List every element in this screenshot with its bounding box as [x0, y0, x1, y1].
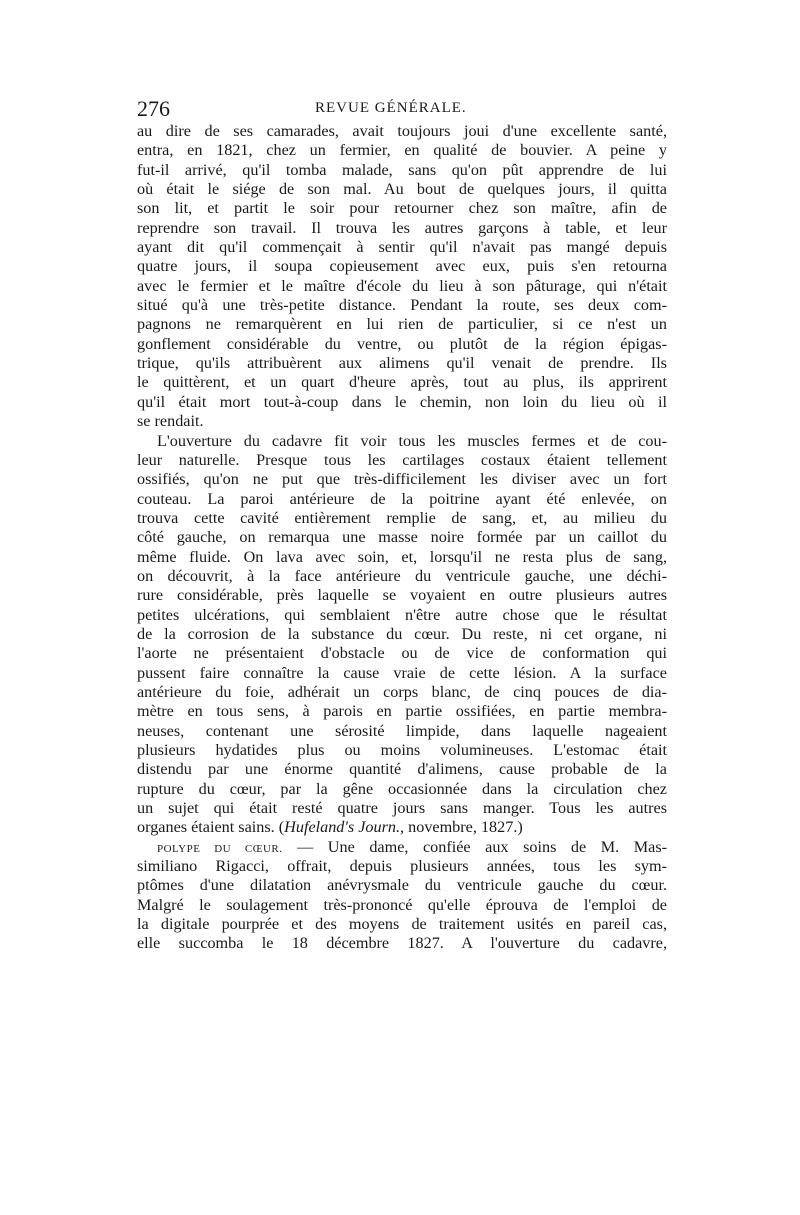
text-line: similiano Rigacci, offrait, depuis plusieurs années, tous les sym-: [137, 857, 667, 876]
text-line-section-start: POLYPE DU CŒUR. — Une dame, confiée aux soins de M. Mas-: [157, 837, 667, 856]
text-line: pagnons ne remarquèrent en lui rien de particulier, si ce n'est un: [137, 315, 667, 334]
text-line: ossifiés, qu'on ne put que très-difficilement les diviser avec un fort: [137, 470, 667, 489]
text-line: même fluide. On lava avec soin, et, lorsqu'il ne resta plus de sang,: [137, 547, 667, 566]
text-line-citation: organes étaient sains. (Hufeland's Journ., novembre, 1827.): [137, 818, 523, 837]
text-line: plusieurs hydatides plus ou moins volumineuses. L'estomac était: [137, 741, 667, 759]
text-line: on découvrit, à la face antérieure du ventricule gauche, une déchi-: [137, 566, 667, 585]
text-line: se rendait.: [137, 412, 204, 431]
text-line: rupture du cœur, par la gêne occasionnée dans la circulation chez: [137, 779, 667, 798]
text-line: un sujet qui était resté quatre jours sans manger. Tous les autres: [137, 799, 667, 818]
text-line: l'aorte ne présentaient d'obstacle ou de vice de conformation qui: [137, 644, 667, 663]
running-title: REVUE GÉNÉRALE.: [315, 100, 467, 116]
text-line: trique, qu'ils attribuèrent aux alimens qu'il venait de prendre. Ils: [137, 354, 667, 373]
text-line: elle succomba le 18 décembre 1827. A l'ouverture du cadavre,: [137, 934, 667, 953]
text-line: mètre en tous sens, à parois en partie ossifiées, en partie membra-: [137, 702, 667, 721]
body-text: [137, 122, 667, 954]
text-line: leur naturelle. Presque tous les cartilages costaux étaient tellement: [137, 450, 667, 469]
paragraph-case-history: [137, 122, 667, 432]
text-line: couteau. La paroi antérieure de la poitrine ayant été enlevée, on: [137, 489, 667, 508]
book-page: [137, 96, 667, 954]
text-line: petites ulcérations, qui semblaient n'être autre chose que le résultat: [137, 605, 667, 624]
text-line: entra, en 1821, chez un fermier, en qualité de bouvier. A peine y: [137, 141, 667, 160]
text-line: la digitale pourprée et des moyens de traitement usités en pareil cas,: [137, 915, 667, 934]
text-line: fut-il arrivé, qu'il tomba malade, sans qu'on pût apprendre de lui: [137, 160, 667, 179]
text-line: distendu par une énorme quantité d'alimens, cause probable de la: [137, 760, 667, 779]
text-line: antérieure du foie, adhérait un corps blanc, de cinq pouces de dia-: [137, 682, 667, 701]
text-line: le quittèrent, et un quart d'heure après, tout au plus, ils apprirent: [137, 373, 667, 392]
paragraph-autopsy: [137, 432, 667, 819]
text-line: quatre jours, il soupa copieusement avec eux, puis s'en retourna: [137, 257, 667, 276]
text-line: gonflement considérable du ventre, ou plutôt de la région épigas-: [137, 334, 667, 353]
section-heading-polype: POLYPE DU CŒUR.: [157, 842, 283, 855]
text-line: de la corrosion de la substance du cœur. Du reste, ni cet organe, ni: [137, 624, 667, 643]
text-line: côté gauche, on remarqua une masse noire formée par un caillot du: [137, 528, 667, 547]
text-line: son lit, et partit le soir pour retourner chez son maître, afin de: [137, 199, 667, 218]
journal-citation: Hufeland's Journ.: [284, 818, 401, 837]
text-line: où était le siége de son mal. Au bout de quelques jours, il quitta: [137, 180, 667, 199]
paragraph-polype: [137, 857, 667, 954]
text-line: au dire de ses camarades, avait toujours joui d'une excellente santé,: [137, 122, 667, 140]
text-line: L'ouverture du cadavre fit voir tous les muscles fermes et de cou-: [157, 431, 667, 450]
running-head: [137, 96, 667, 122]
text-line: ptômes d'une dilatation anévrysmale du ventricule gauche du cœur.: [137, 876, 667, 895]
text-line: ayant dit qu'il commençait à sentir qu'il n'avait pas mangé depuis: [137, 238, 667, 257]
text-line: rure considérable, près laquelle se voyaient en outre plusieurs autres: [137, 586, 667, 605]
text-line: reprendre son travail. Il trouva les autres garçons à table, et leur: [137, 218, 667, 237]
text-line: pussent faire connaître la cause vraie de cette lésion. A la surface: [137, 663, 667, 682]
text-line: trouva cette cavité entièrement remplie de sang, et, au milieu du: [137, 508, 667, 527]
text-line: qu'il était mort tout-à-coup dans le chemin, non loin du lieu où il: [137, 392, 667, 411]
text-line: situé qu'à une très-petite distance. Pendant la route, ses deux com-: [137, 296, 667, 315]
page-number: 276: [137, 96, 170, 121]
text-line: Malgré le soulagement très-prononcé qu'elle éprouva de l'emploi de: [137, 895, 667, 914]
text-line: avec le fermier et le maître d'école du lieu à son pâturage, qui n'était: [137, 276, 667, 295]
text-line: neuses, contenant une sérosité limpide, dans laquelle nageaient: [137, 721, 667, 740]
